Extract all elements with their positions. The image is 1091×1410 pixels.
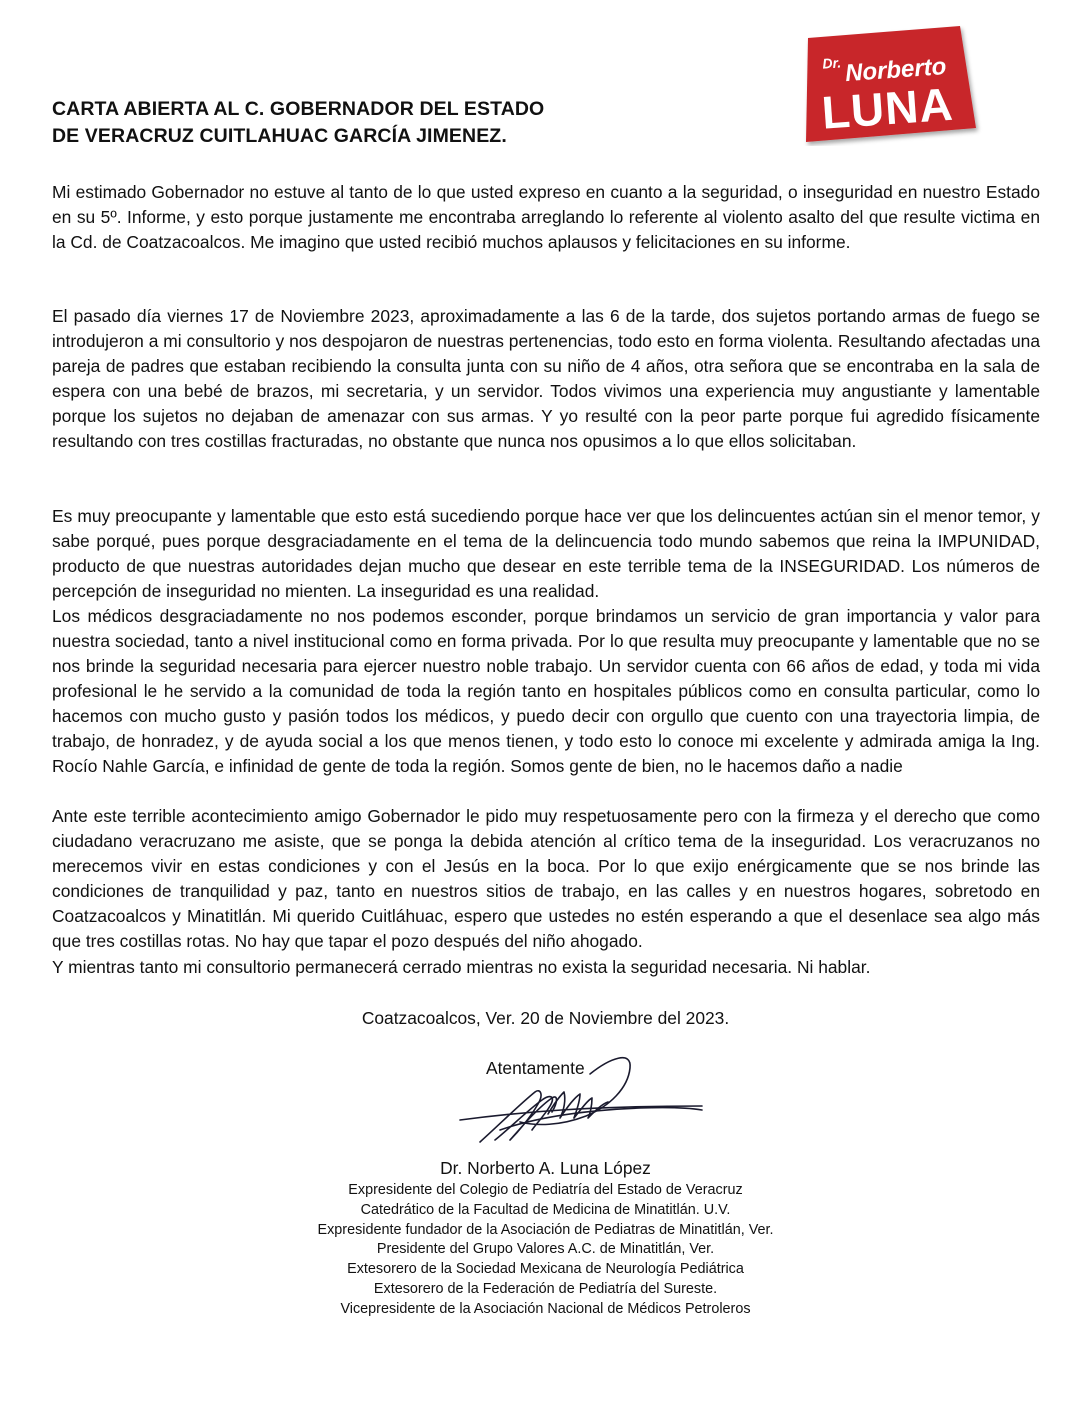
credential-item: Presidente del Grupo Valores A.C. de Minatitlán, Ver.	[376, 1241, 715, 1258]
place-date: Coatzacoalcos, Ver. 20 de Noviembre del 2023.	[361, 1008, 730, 1028]
logo-badge	[800, 24, 983, 146]
credential-item: Expresidente fundador de la Asociación de Pediatras de Minatitlán, Ver.	[317, 1221, 774, 1238]
signer-credentials	[0, 1181, 1091, 1320]
title-line-1: CARTA ABIERTA AL C. GOBERNADOR DEL ESTADO	[52, 98, 545, 120]
logo-prefix: Dr.	[821, 54, 842, 72]
credential-item: Extesorero de la Sociedad Mexicana de Neurología Pediátrica	[347, 1261, 744, 1278]
logo-first-name: Norberto	[844, 53, 948, 88]
signer-name: Dr. Norberto A. Luna López	[440, 1158, 651, 1178]
paragraph-4: Los médicos desgraciadamente no nos podemos esconder, porque brindamos un servicio de gran importancia y valor para nuestra sociedad, tanto a nivel institucional como en forma privada. Por lo que resulta muy preocupante y lamentable que no se nos brinde la seguridad necesaria para ejercer nuestro noble trabajo. Un servidor cuenta con 66 años de edad, y toda mi vida profesional le he servido a la comunidad de toda la región tanto en hospitales públicos como en consulta particular, como lo hacemos con mucho gusto y pasión todos los médicos, y puedo decir con orgullo que cuento con una trayectoria limpia, de trabajo, de honradez, y de ayuda social a los que menos tienen, y todo esto lo conoce mi excelente y admirada amiga la Ing. Rocío Nahle García, e infinidad de gente de toda la región. Somos gente de bien, no le hacemos daño a nadie	[52, 606, 1040, 776]
credential-item: Expresidente del Colegio de Pediatría del Estado de Veracruz	[348, 1182, 743, 1198]
letter-title	[52, 96, 772, 150]
paragraph-2: El pasado día viernes 17 de Noviembre 2023, aproximadamente a las 6 de la tarde, dos sujetos portando armas de fuego se introdujeron a mi consultorio y nos despojaron de nuestras pertenencias, todo esto en forma violenta. Resultando afectadas una pareja de padres que estaban recibiendo la consulta junta con su niño de 4 años, otra señora que se encontraba en la sala de espera con una bebé de brazos, mi secretaria, y un servidor. Todos vivimos una experiencia muy angustiante y lamentable porque los sujetos no dejaban de amenazar con sus armas. Y yo resulté con la peor parte porque fui agredido físicamente resultando con tres costillas fracturadas, no obstante que nunca nos opusimos a lo que ellos solicitaban.	[52, 306, 1040, 451]
title-line-2: DE VERACRUZ CUITLAHUAC GARCÍA JIMENEZ.	[52, 125, 507, 147]
logo-last-name: LUNA	[820, 77, 956, 139]
credential-item: Vicepresidente de la Asociación Nacional de Médicos Petroleros	[340, 1300, 751, 1317]
paragraph-1: Mi estimado Gobernador no estuve al tanto de lo que usted expreso en cuanto a la seguridad, o inseguridad en nuestro Estado en su 5º. Informe, y esto porque justamente me encontraba arreglando lo referente al violento asalto del que resulte victima en la Cd. de Coatzacoalcos. Me imagino que usted recibió muchos aplausos y felicitaciones en su informe.	[52, 182, 1040, 252]
handwritten-signature	[440, 1044, 710, 1154]
closing-salutation: Atentamente	[486, 1058, 585, 1078]
paragraph-3: Es muy preocupante y lamentable que esto está sucediendo porque hace ver que los delincuentes actúan sin el menor temor, y sabe porqué, pues porque desgraciadamente en el tema de la delincuencia todo mundo sabemos que reina la IMPUNIDAD, producto de que nuestras autoridades dejan mucho que desear en este terrible tema de la INSEGURIDAD. Los números de percepción de inseguridad no mienten. La inseguridad es una realidad.	[52, 506, 1040, 601]
paragraph-5: Ante este terrible acontecimiento amigo Gobernador le pido muy respetuosamente pero con la firmeza y el derecho que como ciudadano veracruzano me asiste, que se ponga la debida atención al crítico tema de la inseguridad. Los veracruzanos no merecemos vivir en estas condiciones y con el Jesús en la boca. Por lo que exijo enérgicamente que se nos brinde las condiciones de tranquilidad y paz, tanto en nuestros sitios de trabajo, en las calles y en nuestros hogares, sobretodo en Coatzacoalcos y Minatitlán. Mi querido Cuitláhuac, espero que ustedes no estén esperando a que el desenlace sea algo más que tres costillas rotas. No hay que tapar el pozo después del niño ahogado.	[52, 806, 1040, 951]
brand-logo	[800, 24, 983, 146]
paragraph-6: Y mientras tanto mi consultorio permanecerá cerrado mientras no exista la seguridad necesaria. Ni hablar.	[52, 957, 871, 977]
credential-item: Extesorero de la Federación de Pediatría del Sureste.	[373, 1280, 718, 1297]
credential-item: Catedrático de la Facultad de Medicina de Minatitlán. U.V.	[360, 1201, 731, 1218]
